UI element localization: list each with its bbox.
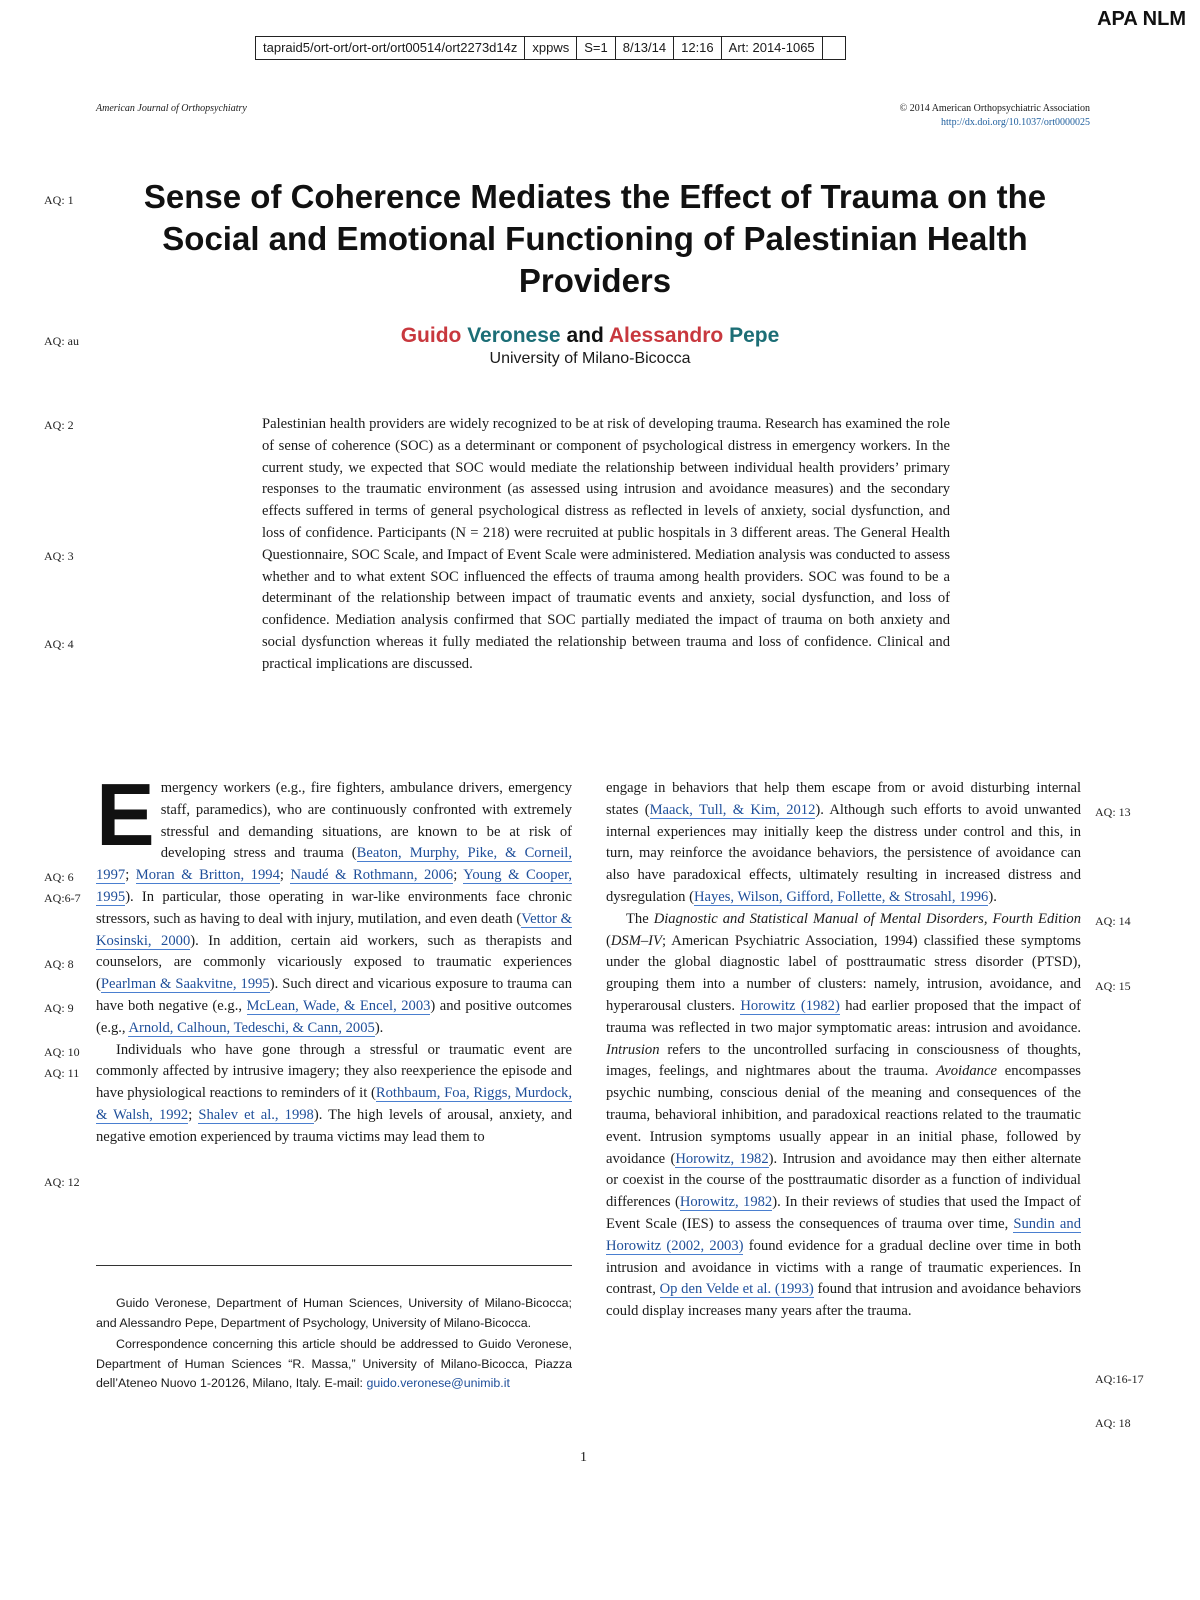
slug-date: 8/13/14 — [616, 37, 674, 59]
body-column-left — [96, 765, 573, 1149]
copyright-line: © 2014 American Orthopsychiatric Association — [899, 103, 1090, 114]
slug-article: Art: 2014-1065 — [722, 37, 823, 59]
body-text: found that intrusion and avoidance behaviors could display increases many years after the trauma. — [606, 1281, 1082, 1320]
affiliation: University of Milano-Bicocca — [489, 350, 691, 367]
body-text: The — [626, 910, 654, 927]
citation-link[interactable]: Hayes, Wilson, Gifford, Follette, & Strosahl, 1996 — [693, 888, 989, 905]
author-family-name: Pepe — [729, 324, 780, 347]
body-text-italic: Intrusion — [606, 1041, 660, 1058]
body-paragraph — [606, 909, 1081, 1323]
drop-cap: E — [96, 765, 155, 864]
citation-link[interactable]: Young & Cooper, 1995 — [96, 867, 572, 905]
citation-link[interactable]: Shalev et al., 1998 — [198, 1106, 314, 1123]
author-query-marker: AQ:16-17 — [1095, 1372, 1144, 1386]
citation-link[interactable]: Beaton, Murphy, Pike, & Corneil, 1997 — [96, 845, 572, 884]
body-text: ; — [125, 867, 136, 884]
slug-path: tapraid5/ort-ort/ort-ort/ort00514/ort2273d14z — [256, 37, 525, 59]
body-text: ). Although such efforts to avoid unwanted internal experiences may initially keep the distress under control and this, in turn, may reinforce the avoidance behaviors, the persistence of avoidance can also have paradoxical effects, ultimately resulting in increased distress and dysregulation ( — [606, 801, 1082, 905]
body-text: encompasses psychic numbing, conscious denial of the meaning and consequences of the trauma, behavioral inhibition, and paradoxical reactions related to the traumatic event. Intrusion symptoms usually appear in an initial phase, followed by avoidance ( — [606, 1063, 1081, 1167]
author-given-name: Alessandro — [608, 324, 724, 347]
body-text: ). In particular, those operating in war-like environments face chronic stressors, such as having to deal with injury, mutilation, and even death ( — [96, 888, 572, 927]
proof-label: APA NLM — [1097, 8, 1186, 30]
author-query-marker: AQ: 2 — [44, 418, 74, 432]
citation-link[interactable]: Rothbaum, Foa, Riggs, Murdock, & Walsh, 1992 — [96, 1085, 572, 1123]
citation-link[interactable]: Sundin and Horowitz (2002, 2003) — [606, 1215, 1081, 1254]
body-text-italic: Avoidance — [936, 1063, 997, 1080]
journal-name: American Journal of Orthopsychiatry — [96, 103, 247, 114]
citation-link[interactable]: Vettor & Kosinski, 2000 — [96, 910, 572, 949]
body-text: found evidence for a gradual decline over time in both intrusion and avoidance in victims with a range of traumatic experiences. In contrast, — [606, 1237, 1081, 1298]
body-column-right — [606, 778, 1081, 1323]
body-text: ; — [453, 867, 464, 884]
footnote-correspondence — [96, 1335, 572, 1394]
body-text: engage in behaviors that help them escape from or avoid disturbing internal states ( — [606, 780, 1081, 818]
body-text: ) and positive outcomes (e.g., — [96, 997, 572, 1036]
abstract: Palestinian health providers are widely recognized to be at risk of developing trauma. Research has examined the role of sense of coherence (SOC) as a determinant or component of psychological distress in emergency workers. In the current study, we expected that SOC would mediate the relationship between individual health providers’ primary responses to the traumatic environment (as assessed using intrusion and avoidance measures) and the secondary effects suffered in terms of general psychological distress as reflected in levels of anxiety, social dysfunction, and loss of confidence. Participants (N = 218) were recruited at public hospitals in 3 different areas. The General Health Questionnaire, SOC Scale, and Impact of Event Scale were administered. Mediation analysis was conducted to assess whether and to what extent SOC influenced the effects of trauma among health providers. SOC was found to be a determinant of the relationship between impact of traumatic events and anxiety, social dysfunction, and loss of confidence. Mediation analysis confirmed that SOC partially mediated the impact of trauma on both anxiety and social dysfunction whereas it fully mediated the relationship between trauma and loss of confidence. Clinical and practical implications are discussed. — [262, 416, 950, 672]
body-paragraph — [96, 1040, 572, 1149]
author-query-marker: AQ: 3 — [44, 549, 74, 563]
citation-link[interactable]: Op den Velde et al. (1993) — [659, 1281, 814, 1298]
author-query-marker: AQ: 6 — [44, 870, 74, 884]
slug-code: xppws — [525, 37, 577, 59]
article-title: Sense of Coherence Mediates the Effect of Trauma on the Social and Emotional Functioning of Palestinian Health Providers — [143, 178, 1047, 299]
author-query-marker: AQ: 18 — [1095, 1416, 1131, 1430]
page-number: 1 — [580, 1450, 587, 1465]
citation-link[interactable]: Naudé & Rothmann, 2006 — [290, 867, 454, 884]
author-query-marker: AQ: 11 — [44, 1066, 80, 1080]
slug-empty-cell — [823, 37, 845, 59]
author-line — [280, 324, 900, 348]
footnote-affiliations: Guido Veronese, Department of Human Sciences, University of Milano-Bicocca; and Alessandro Pepe, Department of Psychology, University of Milano-Bicocca. — [96, 1296, 572, 1330]
author-query-marker: AQ: au — [44, 334, 79, 348]
author-family-name: Veronese — [467, 324, 561, 347]
body-text: ). In addition, certain aid workers, such as therapists and counselors, are commonly vicariously exposed to traumatic experiences ( — [96, 932, 573, 993]
citation-link[interactable]: Horowitz (1982) — [740, 997, 840, 1014]
citation-link[interactable]: Pearlman & Saakvitne, 1995 — [100, 976, 270, 993]
body-text: ; — [188, 1106, 199, 1123]
body-text: ( — [606, 932, 611, 949]
author-query-marker: AQ: 10 — [44, 1045, 80, 1059]
body-paragraph — [606, 778, 1081, 909]
slug-time: 12:16 — [674, 37, 722, 59]
body-text: ; — [279, 867, 291, 884]
author-query-marker: AQ:6-7 — [44, 891, 81, 905]
citation-link[interactable]: McLean, Wade, & Encel, 2003 — [246, 997, 431, 1014]
author-query-marker: AQ: 1 — [44, 193, 74, 207]
citation-link[interactable]: Arnold, Calhoun, Tedeschi, & Cann, 2005 — [128, 1019, 375, 1036]
author-conjunction: and — [566, 324, 604, 347]
footnote-text: Correspondence concerning this article should be addressed to Guido Veronese, Department of Human Sciences “R. Massa,” University of Milano-Bicocca, Piazza dell’Ateneo Nuovo 1-20126, Milano, Italy. E-mail: — [96, 1337, 572, 1390]
body-text: Individuals who have gone through a stressful or traumatic event are commonly affected by intrusive imagery; they also reexperience the episode and have physiological reactions to reminders of it ( — [96, 1041, 572, 1102]
footnote-divider — [96, 1265, 572, 1266]
body-text: ). The high levels of arousal, anxiety, and negative emotion experienced by trauma victims may lead them to — [96, 1106, 573, 1145]
citation-link[interactable]: Moran & Britton, 1994 — [135, 867, 280, 884]
author-query-marker: AQ: 12 — [44, 1175, 80, 1189]
body-text: ). In their reviews of studies that used the Impact of Event Scale (IES) to assess the consequences of trauma over time, — [606, 1194, 1081, 1232]
author-query-marker: AQ: 4 — [44, 637, 74, 651]
doi-link[interactable]: http://dx.doi.org/10.1037/ort0000025 — [941, 117, 1090, 128]
body-text: refers to the uncontrolled surfacing in consciousness of thoughts, images, feelings, and nightmares about the trauma. — [606, 1041, 1081, 1080]
author-query-marker: AQ: 15 — [1095, 979, 1131, 993]
slug-section: S=1 — [577, 37, 616, 59]
body-text-italic: Diagnostic and Statistical Manual of Mental Disorders, Fourth Edition — [653, 910, 1081, 927]
body-paragraph — [96, 765, 573, 1040]
body-text: ). Such direct and vicarious exposure to trauma can have both negative (e.g., — [96, 976, 572, 1014]
author-query-marker: AQ: 13 — [1095, 805, 1131, 819]
author-query-marker: AQ: 14 — [1095, 914, 1131, 928]
citation-link[interactable]: Horowitz, 1982 — [679, 1194, 773, 1211]
body-text: ). — [988, 888, 997, 905]
body-text: ; American Psychiatric Association, 1994) classified these symptoms under the global diagnostic label of posttraumatic stress disorder (PTSD), grouping them into a number of clusters: namely, intrusion, avoidance, and hyperarousal clusters. — [606, 932, 1081, 1014]
body-text-italic: DSM–IV — [610, 932, 662, 949]
citation-link[interactable]: Maack, Tull, & Kim, 2012 — [649, 801, 816, 818]
running-head-right — [900, 102, 1090, 130]
body-text: ). — [374, 1019, 384, 1036]
body-text: mergency workers (e.g., fire fighters, ambulance drivers, emergency staff, paramedics), who are continuously confronted with extremely stressful and demanding situations, are known to be at risk of developing stress and trauma ( — [160, 780, 572, 862]
body-text: ). Intrusion and avoidance may then either alternate or coexist in the course of the posttraumatic disorder as a function of individual differences ( — [606, 1150, 1081, 1211]
body-text: had earlier proposed that the impact of trauma was reflected in two major symptomatic areas: intrusion and avoidance. — [606, 997, 1081, 1036]
author-query-marker: AQ: 8 — [44, 957, 74, 971]
author-footnote — [96, 1294, 572, 1396]
proof-slug-bar — [255, 36, 846, 60]
email-link[interactable]: guido.veronese@unimib.it — [366, 1376, 510, 1390]
author-given-name: Guido — [400, 324, 462, 347]
author-query-marker: AQ: 9 — [44, 1001, 74, 1015]
citation-link[interactable]: Horowitz, 1982 — [675, 1150, 769, 1167]
